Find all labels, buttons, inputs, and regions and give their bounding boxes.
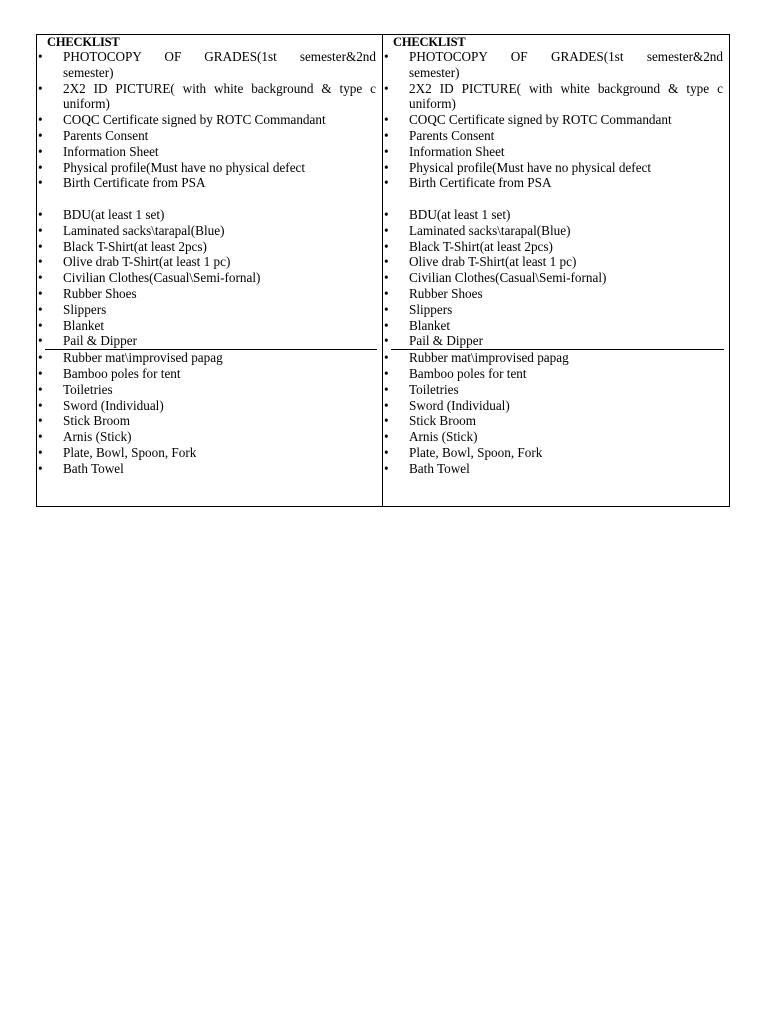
bullet-icon: •: [38, 238, 43, 254]
checklist-item: [383, 128, 723, 144]
checklist-item-text: PHOTOCOPY OF GRADES(1st semester&2nd: [63, 49, 376, 64]
checklist-item-text: Arnis (Stick): [409, 429, 478, 445]
checklist-item-text: Stick Broom: [409, 413, 477, 429]
checklist-item: [37, 49, 376, 81]
bullet-icon: •: [38, 143, 43, 159]
checklist-table: [36, 34, 730, 507]
bullet-icon: •: [384, 112, 389, 128]
bullet-icon: •: [38, 80, 43, 96]
bullet-icon: •: [38, 175, 43, 191]
checklist-item-text-continued: semester): [63, 64, 114, 80]
bullet-icon: •: [384, 444, 389, 460]
checklist-item-text: Black T-Shirt(at least 2pcs): [63, 238, 207, 254]
checklist-item-text: Rubber Shoes: [63, 285, 137, 301]
checklist-item-text: Sword (Individual): [409, 397, 510, 413]
bullet-icon: •: [384, 413, 389, 429]
checklist-item: [37, 254, 376, 270]
bullet-icon: •: [384, 285, 389, 301]
checklist-item: [383, 398, 723, 414]
checklist-list: [37, 49, 376, 477]
checklist-item: [383, 461, 723, 477]
checklist-item-text: Physical profile(Must have no physical defect: [63, 159, 306, 175]
bullet-icon: •: [38, 350, 43, 366]
checklist-item-text: Civilian Clothes(Casual\Semi-fornal): [63, 270, 261, 286]
bullet-icon: •: [38, 206, 43, 222]
checklist-item: [383, 318, 723, 334]
checklist-item: [383, 445, 723, 461]
checklist-item: [37, 318, 376, 334]
checklist-item-text: Parents Consent: [409, 127, 495, 143]
checklist-item-text: Pail & Dipper: [409, 333, 483, 349]
checklist-item: [37, 333, 376, 349]
bullet-icon: •: [38, 381, 43, 397]
checklist-item: [37, 461, 376, 477]
checklist-item: [383, 239, 723, 255]
checklist-item: [383, 160, 723, 176]
checklist-item-text: Toiletries: [63, 381, 113, 397]
checklist-item-text: Birth Certificate from PSA: [63, 175, 206, 191]
bullet-icon: •: [384, 270, 389, 286]
checklist-item-text: Slippers: [409, 301, 453, 317]
checklist-item: [37, 128, 376, 144]
checklist-item: [383, 144, 723, 160]
checklist-item-text: Laminated sacks\tarapal(Blue): [63, 222, 225, 238]
checklist-item-text: Birth Certificate from PSA: [409, 175, 552, 191]
checklist-item: [37, 366, 376, 382]
bullet-icon: •: [38, 285, 43, 301]
checklist-column: [37, 35, 382, 506]
checklist-item-text: Bath Towel: [63, 460, 124, 476]
checklist-column: [382, 35, 729, 506]
checklist-item: [37, 160, 376, 176]
checklist-item-text: PHOTOCOPY OF GRADES(1st semester&2nd: [409, 49, 723, 64]
checklist-item: [37, 207, 376, 223]
bullet-icon: •: [384, 429, 389, 445]
checklist-item: [37, 286, 376, 302]
checklist-item: [383, 207, 723, 223]
checklist-item-text-continued: semester): [409, 64, 460, 80]
checklist-item-text: Stick Broom: [63, 413, 131, 429]
section-spacer: [37, 191, 376, 207]
bullet-icon: •: [384, 254, 389, 270]
checklist-item: [383, 112, 723, 128]
bullet-icon: •: [384, 350, 389, 366]
checklist-item: [383, 49, 723, 81]
bullet-icon: •: [384, 143, 389, 159]
checklist-item-text: Slippers: [63, 301, 107, 317]
checklist-item-text: Blanket: [63, 317, 105, 333]
checklist-item-text: COQC Certificate signed by ROTC Commandant: [409, 112, 672, 128]
checklist-item: [37, 398, 376, 414]
checklist-item-text: Rubber Shoes: [409, 285, 483, 301]
checklist-item-text: Sword (Individual): [63, 397, 164, 413]
checklist-item: [383, 175, 723, 191]
bullet-icon: •: [384, 206, 389, 222]
checklist-item: [37, 175, 376, 191]
checklist-item-text-continued: uniform): [63, 96, 110, 112]
checklist-item-text: Toiletries: [409, 381, 459, 397]
checklist-item-text-continued: uniform): [409, 96, 456, 112]
checklist-item: [383, 223, 723, 239]
checklist-item-text: Olive drab T-Shirt(at least 1 pc): [409, 254, 577, 270]
checklist-item: [37, 302, 376, 318]
checklist-item: [383, 413, 723, 429]
checklist-item-text: Olive drab T-Shirt(at least 1 pc): [63, 254, 231, 270]
bullet-icon: •: [384, 49, 389, 64]
bullet-icon: •: [38, 460, 43, 476]
bullet-icon: •: [38, 413, 43, 429]
checklist-item-text: Blanket: [409, 317, 451, 333]
bullet-icon: •: [38, 365, 43, 381]
checklist-item: [37, 350, 376, 366]
checklist-item-text: 2X2 ID PICTURE( with white background & type c: [409, 80, 723, 96]
checklist-item-text: BDU(at least 1 set): [409, 206, 511, 222]
bullet-icon: •: [384, 317, 389, 333]
checklist-item-text: Bath Towel: [409, 460, 470, 476]
checklist-item: [37, 144, 376, 160]
bullet-icon: •: [384, 397, 389, 413]
bullet-icon: •: [38, 112, 43, 128]
checklist-item-text: Arnis (Stick): [63, 429, 132, 445]
bullet-icon: •: [384, 80, 389, 96]
section-spacer: [383, 191, 723, 207]
bullet-icon: •: [384, 238, 389, 254]
checklist-item: [383, 254, 723, 270]
checklist-heading: CHECKLIST: [393, 35, 466, 49]
checklist-item: [37, 382, 376, 398]
checklist-item: [383, 366, 723, 382]
bullet-icon: •: [38, 270, 43, 286]
checklist-item-text: Physical profile(Must have no physical defect: [409, 159, 652, 175]
bullet-icon: •: [384, 301, 389, 317]
bullet-icon: •: [38, 317, 43, 333]
checklist-item: [37, 239, 376, 255]
checklist-item: [383, 270, 723, 286]
bullet-icon: •: [384, 365, 389, 381]
checklist-item: [383, 286, 723, 302]
checklist-heading: CHECKLIST: [47, 35, 120, 49]
checklist-item-text: Parents Consent: [63, 127, 149, 143]
checklist-item: [37, 270, 376, 286]
checklist-item-text: Laminated sacks\tarapal(Blue): [409, 222, 571, 238]
checklist-item: [37, 81, 376, 113]
checklist-item: [383, 382, 723, 398]
checklist-item-text: Information Sheet: [409, 143, 505, 159]
bullet-icon: •: [38, 159, 43, 175]
checklist-item-text: Pail & Dipper: [63, 333, 137, 349]
bullet-icon: •: [384, 381, 389, 397]
bullet-icon: •: [384, 222, 389, 238]
bullet-icon: •: [38, 333, 43, 349]
bullet-icon: •: [38, 429, 43, 445]
bullet-icon: •: [38, 222, 43, 238]
checklist-list: [383, 49, 723, 477]
bullet-icon: •: [38, 444, 43, 460]
checklist-item-text: COQC Certificate signed by ROTC Commandant: [63, 112, 326, 128]
checklist-item: [37, 223, 376, 239]
checklist-item: [383, 350, 723, 366]
checklist-item: [37, 413, 376, 429]
checklist-item: [383, 81, 723, 113]
bullet-icon: •: [384, 333, 389, 349]
bullet-icon: •: [384, 175, 389, 191]
bullet-icon: •: [384, 159, 389, 175]
checklist-item-text: Plate, Bowl, Spoon, Fork: [63, 444, 197, 460]
bullet-icon: •: [38, 397, 43, 413]
checklist-item: [383, 333, 723, 349]
bullet-icon: •: [38, 127, 43, 143]
checklist-item-text: Rubber mat\improvised papag: [409, 350, 569, 366]
checklist-item: [37, 445, 376, 461]
checklist-item-text: Bamboo poles for tent: [409, 365, 527, 381]
checklist-item-text: 2X2 ID PICTURE( with white background & type c: [63, 80, 376, 96]
bullet-icon: •: [384, 127, 389, 143]
checklist-item: [37, 429, 376, 445]
bullet-icon: •: [38, 301, 43, 317]
bullet-icon: •: [38, 254, 43, 270]
checklist-item: [383, 429, 723, 445]
bullet-icon: •: [384, 460, 389, 476]
checklist-item-text: Civilian Clothes(Casual\Semi-fornal): [409, 270, 607, 286]
checklist-item-text: Information Sheet: [63, 143, 159, 159]
checklist-item: [383, 302, 723, 318]
checklist-item-text: BDU(at least 1 set): [63, 206, 165, 222]
checklist-item-text: Plate, Bowl, Spoon, Fork: [409, 444, 543, 460]
checklist-item-text: Bamboo poles for tent: [63, 365, 181, 381]
bullet-icon: •: [38, 49, 43, 64]
checklist-item: [37, 112, 376, 128]
checklist-item-text: Black T-Shirt(at least 2pcs): [409, 238, 553, 254]
checklist-item-text: Rubber mat\improvised papag: [63, 350, 223, 366]
